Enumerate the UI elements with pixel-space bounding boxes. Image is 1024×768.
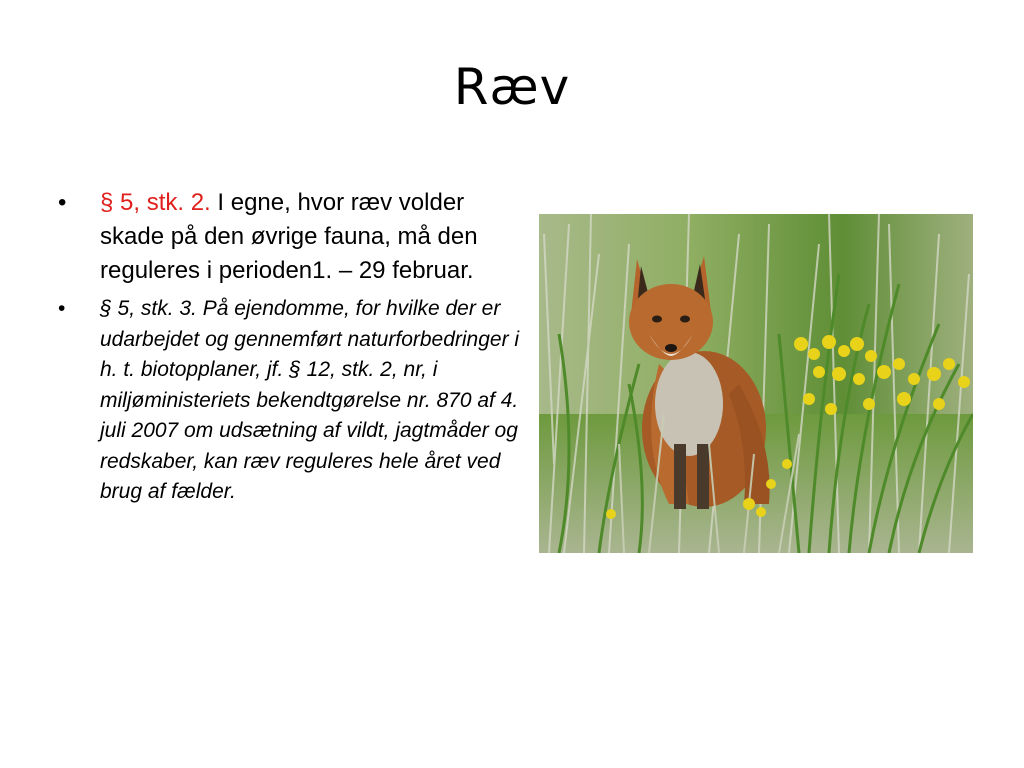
bullet-text: § 5, stk. 3. På ejendomme, for hvilke der er udarbejdet og gennemført naturforbedringer i h. t. biotopplaner, jf. § 12, stk. 2, nr, i miljøministeriets bekendtgørelse nr. 870 af 4. juli 2007 om udsætning af vildt, jagtmåder og redskaber, kan ræv reguleres hele året ved brug af fælder. [100,297,520,503]
bullet-text: I egne, hvor ræv volder skade på den øvrige fauna, må den reguleres i perioden1. – 29 februar. [100,189,478,284]
bullet-item-1 [58,186,528,288]
bullet-marker: • [58,189,67,216]
bullet-marker: • [58,297,66,320]
bullet-list [58,186,528,508]
fox-photo [539,214,973,553]
fox-in-grass-illustration [539,214,973,553]
bullet-item-2 [58,294,528,508]
paragraph-reference: § 5, stk. 2. [100,189,211,216]
slide-title: Ræv [453,58,571,116]
